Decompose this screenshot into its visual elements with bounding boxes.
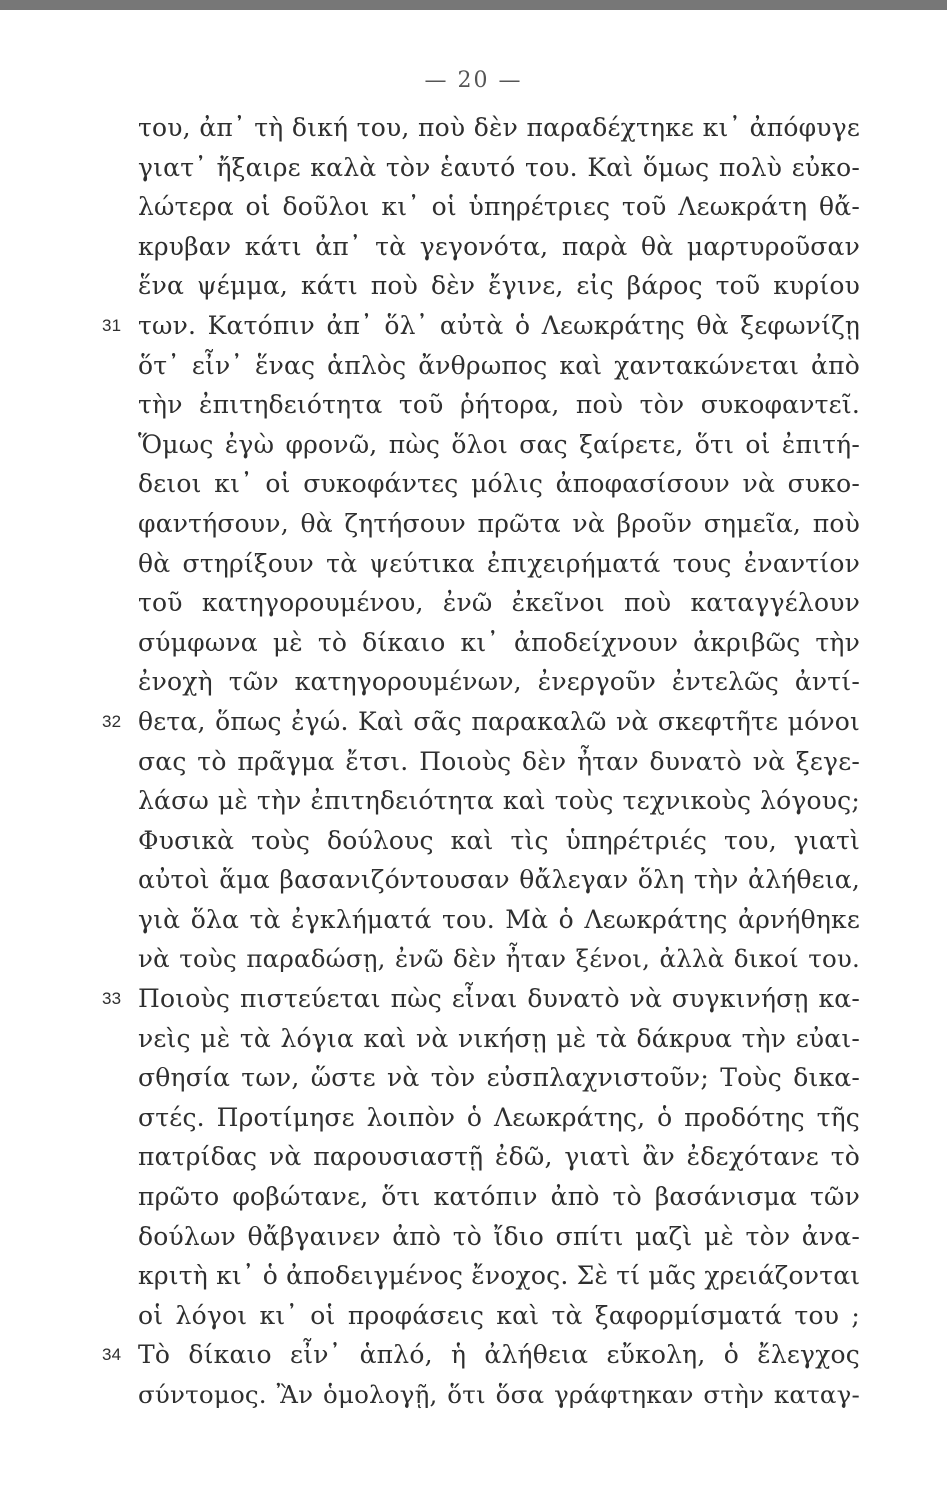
section-number: 32 xyxy=(102,711,122,731)
text-line xyxy=(138,623,860,663)
text-line xyxy=(138,148,860,188)
line-text: γιατ᾽ ἤξαιρε καλὰ τὸν ἑαυτό του. Καὶ ὅμως πολὺ εὐκο- xyxy=(138,152,860,182)
line-text: πατρίδας νὰ παρουσιαστῇ ἐδῶ, γιατὶ ἂν ἐδεχότανε τὸ xyxy=(138,1142,860,1172)
line-text: Τὸ δίκαιο εἶν᾽ ἁπλό, ἡ ἀλήθεια εὔκολη, ὁ ἔλεγχος xyxy=(138,1340,860,1370)
body-text xyxy=(102,108,861,1415)
text-line xyxy=(102,306,860,346)
line-text: Ποιοὺς πιστεύεται πὼς εἶναι δυνατὸ νὰ συγκινήσῃ κα- xyxy=(138,984,860,1014)
text-line xyxy=(102,979,860,1019)
line-text: νὰ τοὺς παραδώσῃ, ἐνῶ δὲν ἦταν ξένοι, ἀλλὰ δικοί του. xyxy=(138,944,860,974)
line-text: λάσω μὲ τὴν ἐπιτηδειότητα καὶ τοὺς τεχνικοὺς λόγους; xyxy=(138,786,860,816)
line-text: σύντομος. Ἂν ὁμολογῇ, ὅτι ὅσα γράφτηκαν στὴν καταγ- xyxy=(138,1380,860,1409)
line-text: σθησία των, ὥστε νὰ τὸν εὐσπλαχνιστοῦν; Τοὺς δικα- xyxy=(138,1063,860,1093)
text-line xyxy=(138,464,860,504)
text-line xyxy=(138,1177,860,1217)
page-number: — 20 — xyxy=(424,68,523,93)
text-line xyxy=(138,1256,860,1296)
text-line xyxy=(138,504,860,544)
line-text: κριτὴ κι᾽ ὁ ἀποδειγμένος ἔνοχος. Σὲ τί μᾶς χρειάζονται xyxy=(138,1261,861,1291)
text-line xyxy=(138,425,860,465)
text-line xyxy=(138,108,860,148)
line-text: στές. Προτίμησε λοιπὸν ὁ Λεωκράτης, ὁ προδότης τῆς xyxy=(138,1102,860,1132)
text-line xyxy=(138,1296,860,1336)
text-line xyxy=(102,702,860,742)
text-line xyxy=(138,1137,860,1177)
text-line xyxy=(138,544,860,584)
line-text: θετα, ὅπως ἐγώ. Καὶ σᾶς παρακαλῶ νὰ σκεφτῆτε μόνοι xyxy=(138,706,860,736)
text-line xyxy=(138,781,860,821)
line-text: λώτερα οἱ δοῦλοι κι᾽ οἱ ὑπηρέτριες τοῦ Λεωκράτη θἄ- xyxy=(138,192,860,222)
line-text: σας τὸ πρᾶγμα ἔτσι. Ποιοὺς δὲν ἦταν δυνατὸ νὰ ξεγε- xyxy=(138,746,860,776)
line-text: δειοι κι᾽ οἱ συκοφάντες μόλις ἀποφασίσουν νὰ συκο- xyxy=(138,469,860,499)
text-line xyxy=(138,742,860,782)
line-text: γιὰ ὅλα τὰ ἐγκλήματά του. Μὰ ὁ Λεωκράτης ἀρνήθηκε xyxy=(138,904,860,934)
text-line xyxy=(138,1098,860,1138)
line-text: τὴν ἐπιτηδειότητα τοῦ ῥήτορα, ποὺ τὸν συκοφαντεῖ. xyxy=(138,390,860,420)
text-line xyxy=(138,266,860,306)
section-number: 33 xyxy=(102,989,122,1009)
text-line xyxy=(138,662,860,702)
line-text: του, ἀπ᾽ τὴ δική του, ποὺ δὲν παραδέχτηκε κι᾽ ἀπόφυγε xyxy=(138,113,860,142)
line-text: ἕνα ψέμμα, κάτι ποὺ δὲν ἔγινε, εἰς βάρος τοῦ κυρίου xyxy=(138,271,860,301)
text-line xyxy=(138,227,860,267)
line-text: οἱ λόγοι κι᾽ οἱ προφάσεις καὶ τὰ ξαφορμίσματά του ; xyxy=(138,1300,860,1330)
text-line xyxy=(138,900,860,940)
line-text: κρυβαν κάτι ἀπ᾽ τὰ γεγονότα, παρὰ θὰ μαρτυροῦσαν xyxy=(138,231,860,261)
section-number: 34 xyxy=(102,1345,122,1365)
line-text: ἐνοχὴ τῶν κατηγορουμένων, ἐνεργοῦν ἐντελῶς ἀντί- xyxy=(138,667,860,697)
line-text: αὐτοὶ ἅμα βασανιζόντουσαν θἄλεγαν ὅλη τὴν ἀλήθεια, xyxy=(138,865,860,895)
line-text: νεὶς μὲ τὰ λόγια καὶ νὰ νικήσῃ μὲ τὰ δάκρυα τὴν εὐαι- xyxy=(138,1023,860,1053)
top-edge-rule xyxy=(0,0,947,10)
line-text: φαντήσουν, θὰ ζητήσουν πρῶτα νὰ βροῦν σημεῖα, ποὺ xyxy=(138,508,860,538)
text-line xyxy=(138,821,860,861)
text-line xyxy=(138,860,860,900)
line-text: Φυσικὰ τοὺς δούλους καὶ τὶς ὑπηρέτριές του, γιατὶ xyxy=(138,825,860,855)
line-text: σύμφωνα μὲ τὸ δίκαιο κι᾽ ἀποδείχνουν ἀκριβῶς τὴν xyxy=(138,627,860,657)
text-line xyxy=(138,939,860,979)
line-text: δούλων θἄβγαινεν ἀπὸ τὸ ἴδιο σπίτι μαζὶ μὲ τὸν ἀνα- xyxy=(138,1221,860,1251)
line-text: των. Κατόπιν ἀπ᾽ ὅλ᾽ αὐτὰ ὁ Λεωκράτης θὰ ξεφωνίζῃ xyxy=(138,310,860,340)
text-line xyxy=(102,1335,860,1375)
text-line xyxy=(138,346,860,386)
text-line xyxy=(138,1019,860,1059)
line-text: ὅτ᾽ εἶν᾽ ἕνας ἁπλὸς ἄνθρωπος καὶ χαντακώνεται ἀπὸ xyxy=(138,350,860,380)
text-line xyxy=(138,385,860,425)
text-line xyxy=(138,187,860,227)
line-text: τοῦ κατηγορουμένου, ἐνῶ ἐκεῖνοι ποὺ καταγγέλουν xyxy=(138,588,860,618)
text-line xyxy=(138,1375,860,1415)
section-number: 31 xyxy=(102,315,122,335)
line-text: θὰ στηρίξουν τὰ ψεύτικα ἐπιχειρήματά τους ἐναντίον xyxy=(138,548,860,578)
text-line xyxy=(138,1058,860,1098)
line-text: Ὅμως ἐγὼ φρονῶ, πὼς ὅλοι σας ξαίρετε, ὅτι οἱ ἐπιτή- xyxy=(138,429,860,459)
text-line xyxy=(138,583,860,623)
line-text: πρῶτο φοβώτανε, ὅτι κατόπιν ἀπὸ τὸ βασάνισμα τῶν xyxy=(138,1182,860,1212)
text-line xyxy=(138,1217,860,1257)
